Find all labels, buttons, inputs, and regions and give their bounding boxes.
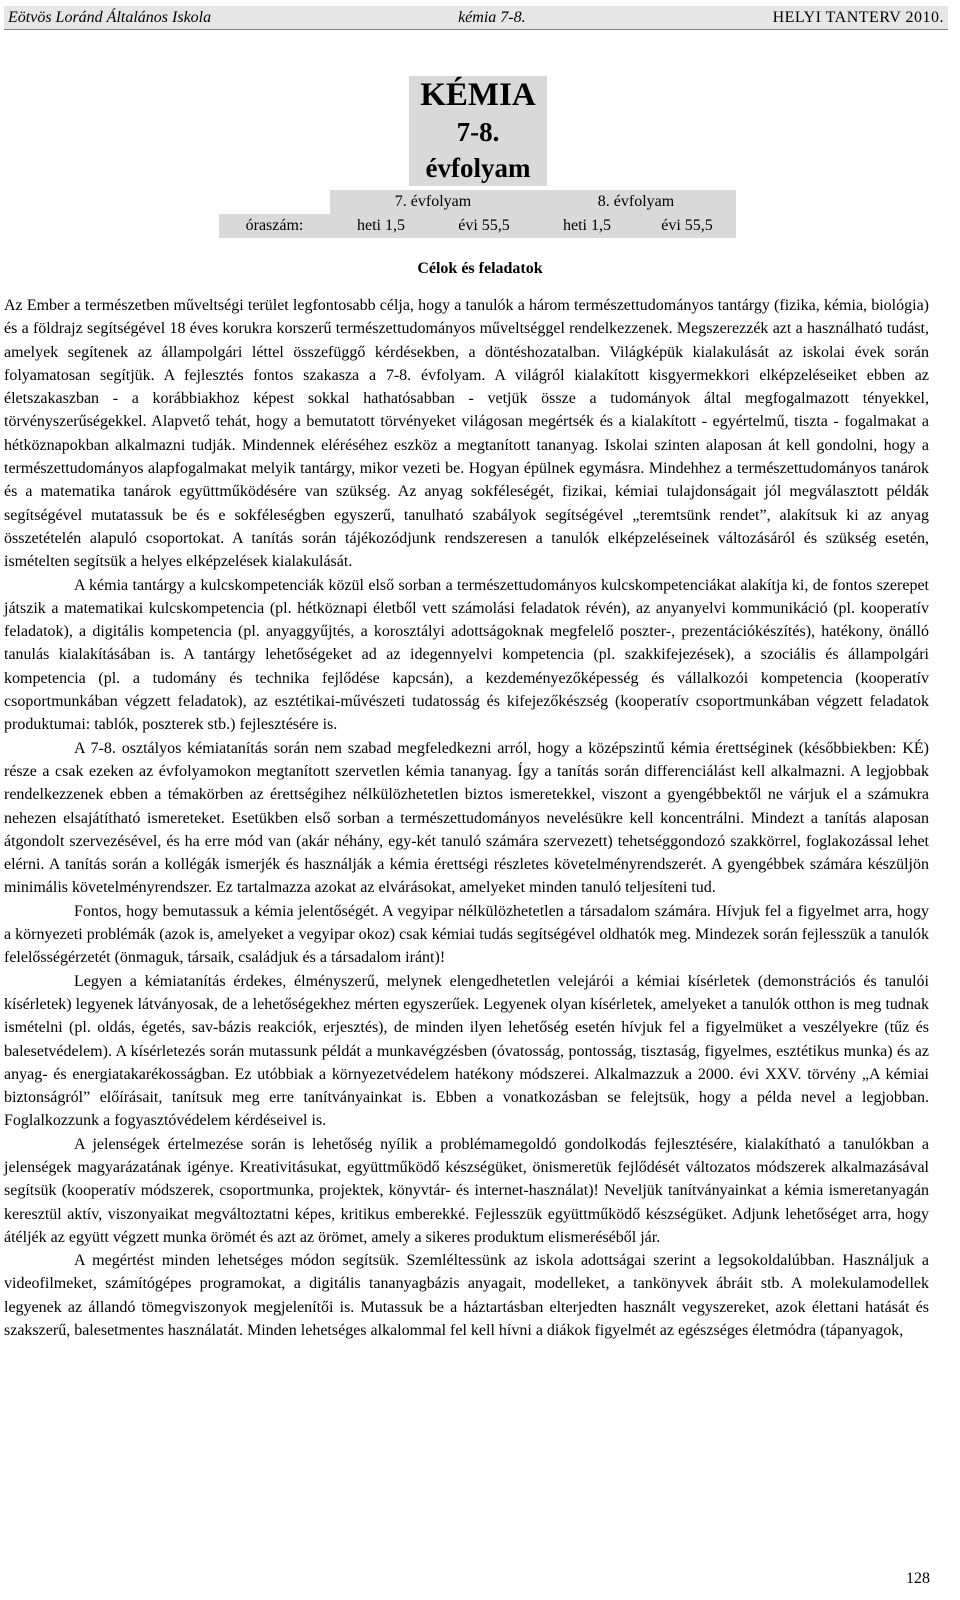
header-subject: kémia 7-8. [458, 8, 526, 26]
title-subject: KÉMIA [420, 77, 536, 113]
hours-table [219, 190, 736, 238]
page-title [409, 76, 547, 186]
paragraph: A kémia tantárgy a kulcskompetenciák közül első sorban a természettudományos kulcskompetenciákat alakítja ki, de fontos szerepet játszik a matematikai kulcskompetencia (pl. hétköznapi életből vett számolási feladatok révén), az anyanyelvi kommunikáció (pl. kooperatív feladatok), a digitális kompetencia (pl. anyaggyűjtés, a korosztályi adottságoknak megfelelő poszter-, prezentációkészítés), hatékony, önálló tanulás kialakításában is. A tantárgy lehetőségeket ad az idegennyelvi kompetencia (pl. szakkifejezések), a szociális és állampolgári kompetencia (pl. a tudomány és technika fejlődése kapcsán), a kezdeményezőképesség és vállalkozói kompetencia (kooperatív csoportmunkában végzett feladatok), az esztétikai-művészeti tudatosság és kifejezőkészség (kooperatív csoportmunkában végzett feladatok produktumai: tablók, poszterek stb.) fejlesztésére is. [4, 576, 929, 734]
header-school: Eötvös Loránd Általános Iskola [8, 8, 212, 26]
body-text [4, 294, 929, 1342]
table-row [219, 214, 736, 238]
title-grade: 7-8. évfolyam [425, 117, 531, 183]
paragraph: Fontos, hogy bemutassuk a kémia jelentőségét. A vegyipar nélkülözhetetlen a társadalom számára. Hívjuk fel a figyelmet arra, hogy a környezeti problémák (azok is, amelyeket a vegyipar okoz) csak kémiai tudás segítségével oldhatók meg. Mindezek során fejlesszük a tanulók felelősségérzetét (önmaguk, társaik, családjuk és a társadalom iránt)! [4, 902, 929, 967]
table-header-grade7: 7. évfolyam [330, 190, 536, 214]
table-header-grade8: 8. évfolyam [536, 190, 736, 214]
table-row-label: óraszám: [219, 214, 330, 238]
paragraph: A megértést minden lehetséges módon segítsük. Szemléltessünk az iskola adottságai szerint a legsokoldalúbban. Használjuk a videofilmeket, számítógépes programokat, a digitális tananyagbázis anyagait, modelleket, a tankönyvek ábráit stb. A molekulamodellek legyenek az állandó tömegviszonyok megjelenítői is. Mutassuk be a háztartásban elterjedten használt vegyszereket, azok élettani hatását és szakszerű, balesetmentes használatát. Minden lehetséges alkalommal fel kell hívni a diákok figyelmét az egészséges életmódra (tápanyagok, [4, 1252, 929, 1340]
table-cell-empty [219, 190, 330, 214]
table-cell-g8-yearly: évi 55,5 [638, 214, 736, 238]
page-number: 128 [906, 1570, 930, 1587]
table-cell-g7-weekly: heti 1,5 [330, 214, 432, 238]
paragraph: A jelenségek értelmezése során is lehetőség nyílik a problémamegoldó gondolkodás fejlesztésére, kialakítható a tanulókban a jelenségek magyarázatának igénye. Kreativitásukat, együttműködő készségüket, önismeretük fejlődését változatos módszerek alkalmazásával segítsük (kooperatív módszerek, csoportmunka, projektek, könyvtár- és internet-használat)! Neveljük tanítványainkat a kémia ismeretanyagán keresztül aktív, viszonyaikat megváltoztatni képes, kritikus emberekké. Fejlesszük együttműködő készségüket. Adjunk lehetőséget arra, hogy átéljék az együtt végzett munka örömét és azt az örömet, amely a sikeres produktum elismeréséből jár. [4, 1135, 929, 1246]
table-cell-g8-weekly: heti 1,5 [536, 214, 638, 238]
section-title: Célok és feladatok [417, 260, 543, 277]
header-document: HELYI TANTERV 2010. [772, 8, 944, 26]
table-row [219, 190, 736, 214]
paragraph: Legyen a kémiatanítás érdekes, élményszerű, melynek elengedhetetlen velejárói a kémiai kísérletek (demonstrációs és tanulói kísérletek) legyenek látványosak, de a lehetőségekhez mérten egyszerűek. Legyenek olyan kísérletek, amelyeket a tanulók otthon is meg tudnak ismételni (pl. oldás, égetés, sav-bázis reakciók, erjesztés), de minden ilyen lehetőség esetén hívjuk fel a figyelmüket a veszélyekre (tűz és balesetvédelem). A kísérletezés során mutassunk példát a munkavégzésben (óvatosság, pontosság, tisztaság, figyelmes, esztétikus munka) és az anyag- és energiatakarékosságban. Ez utóbbiak a környezetvédelem hatékony módszerei. Alkalmazzuk a 2000. évi XXV. törvény „A kémiai biztonságról” előírásait, tanítsuk meg erre tanítványainkat is. Ebben a vonatkozásban se felejtsük, hogy a példa nevel a legjobban. Foglalkozzunk a fogyasztóvédelem kérdéseivel is. [4, 972, 929, 1130]
paragraph: A 7-8. osztályos kémiatanítás során nem szabad megfeledkezni arról, hogy a középszintű kémia érettséginek (későbbiekben: KÉ) része a csak ezeken az évfolyamokon megtanított szervetlen kémia tananyag. Így a tanítás során differenciálást kell alkalmazni. A legjobbak rendelkezzenek ebben a témakörben az érettségihez nélkülözhetetlen biztos ismeretekkel, viszont a gyengébbektől ne várjuk el a számukra nehezen elsajátítható ismereteket. Esetükben első sorban a természettudományos nevelésükre kell koncentrálni. Mindezt a tanítás alaposan átgondolt szervezésével, és ha erre mód van (akár néhány, egy-két tanuló számára szervezett) tehetséggondozó szakkörrel, foglakozással lehet elérni. A tanítás során a kollégák ismerjék és használják a kémia érettségi részletes követelményrendszerét. A gyengébbek számára készüljön minimális követelményrendszer. Ez tartalmazza azokat az elvárásokat, amelyeket minden tanuló teljesíteni tud. [4, 739, 929, 897]
page-header [4, 6, 948, 30]
table-cell-g7-yearly: évi 55,5 [432, 214, 536, 238]
paragraph: Az Ember a természetben műveltségi terület legfontosabb célja, hogy a tanulók a három természettudományos tantárgy (fizika, kémia, biológia) és a földrajz segítségével 18 éves korukra korszerű természettudományos műveltséggel rendelkezzenek. Megszerezzék azt a használható tudást, amelyek segítenek az állampolgári léttel összefüggő kérdésekben, a döntéshozatalban. Világképük kialakulását az iskolai évek során folyamatosan segítjük. A fejlesztés fontos szakasza a 7-8. évfolyam. A világról kialakított kisgyermekkori elképzeléseiket ebben az életszakaszban - a korábbiakhoz képest sokkal hathatósabban - vetjük össze a tudományok által megfogalmazott tényekkel, törvényszerűségekkel. Alapvető tehát, hogy a bemutatott törvényeket világosan megértsék és a kialakított - egyértelmű, tiszta - fogalmakat a hétköznapokban alkalmazni tudják. Mindennek eléréséhez eszköz a megtanított tananyag. Iskolai szinten alaposan át kell gondolni, hogy a természettudományos alapfogalmakat melyik tantárgy, mikor vezeti be. Hogyan épülnek egymásra. Mindehhez a természettudományos tanárok és a matematika tanárok együttműködésére van szükség. Az anyag sokféleségét, fizikai, kémiai tulajdonságait jól megválasztott példák segítségével mutatassuk be és e sokféleségben egyszerű, tanulható szabályok segítségével „teremtsünk rendet”, alakítsuk ki az anyag összetételén alapuló csoportokat. A tanítás során tájékozódjunk rendszeresen a tanulók elképzeléseinek változásáról és szükség esetén, ismételten segítsük a helyes elképzelések kialakulását. [4, 297, 929, 571]
